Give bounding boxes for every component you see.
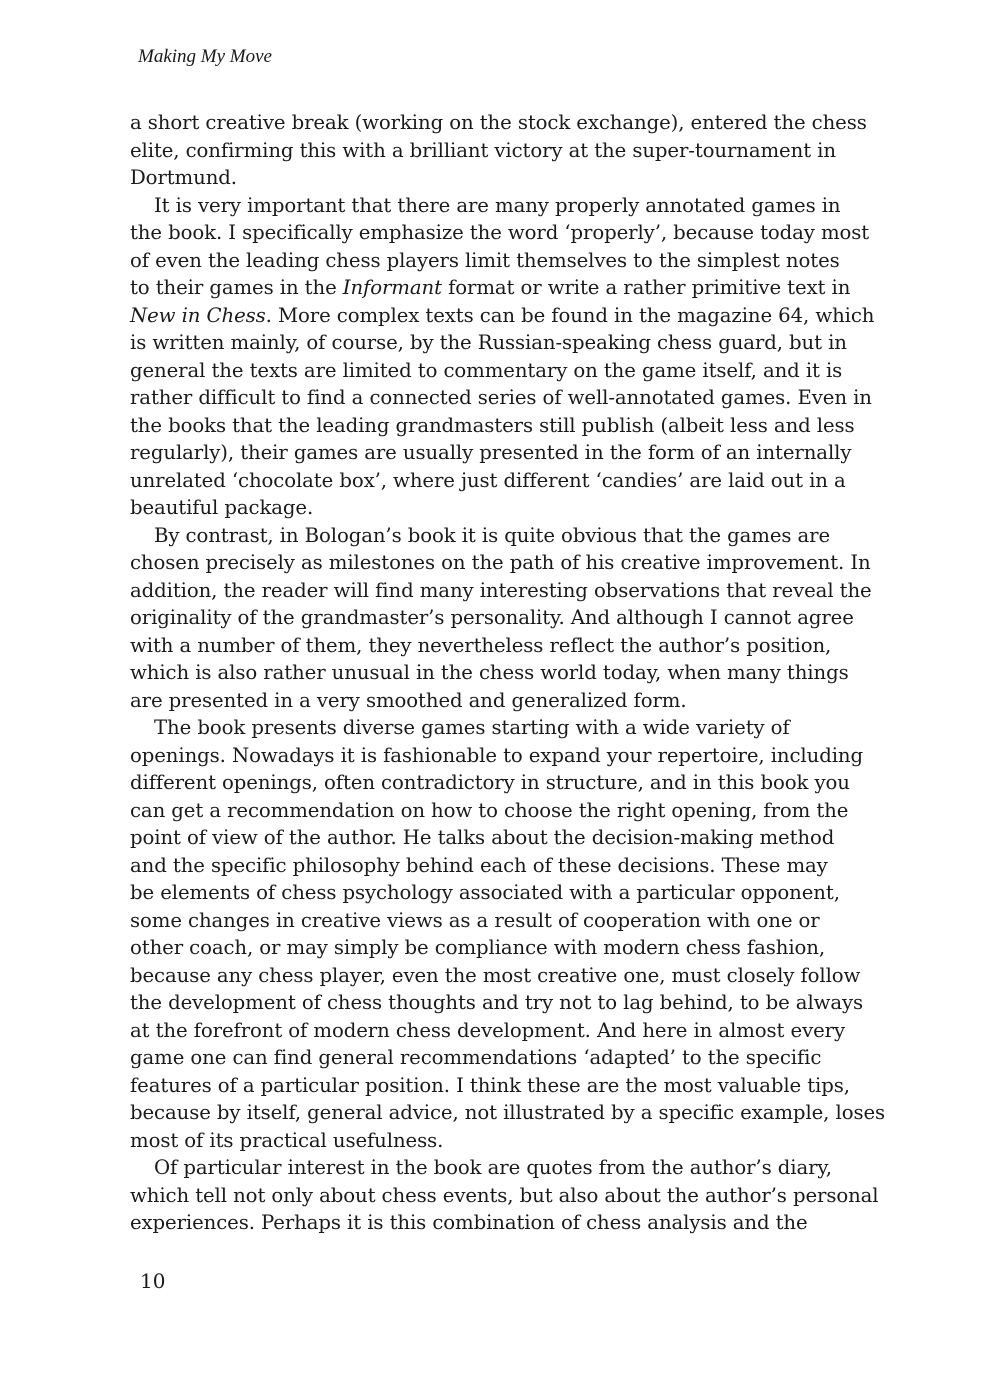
publication-title-new-in-chess: New in Chess bbox=[130, 303, 266, 327]
text-line: be elements of chess psychology associated with a particular opponent, bbox=[130, 881, 840, 904]
text-line: at the forefront of modern chess development. And here in almost every bbox=[130, 1018, 845, 1042]
text-line: game one can find general recommendations ‘adapted’ to the specific bbox=[130, 1046, 822, 1069]
text-line: most of its practical usefulness. bbox=[130, 1128, 444, 1152]
text-line: beautiful package. bbox=[130, 496, 314, 519]
text-line: general the texts are limited to commentary on the game itself, and it is bbox=[130, 358, 843, 382]
text-line: elite, confirming this with a brilliant victory at the super-tournament in bbox=[130, 138, 836, 162]
text-line bbox=[130, 274, 865, 302]
text-line: Dortmund. bbox=[130, 166, 237, 189]
text-line: point of view of the author. He talks about the decision-making method bbox=[130, 826, 835, 849]
text-line: because by itself, general advice, not illustrated by a specific example, loses bbox=[130, 1101, 886, 1124]
text-line: some changes in creative views as a result of cooperation with one or bbox=[130, 908, 820, 932]
publication-title-informant: Informant bbox=[342, 276, 442, 299]
body-text bbox=[130, 109, 886, 1237]
text-line: and the specific philosophy behind each of these decisions. These may bbox=[130, 853, 828, 877]
text-line: openings. Nowadays it is fashionable to expand your repertoire, including bbox=[130, 743, 863, 767]
text-line: rather difficult to find a connected series of well-annotated games. Even in bbox=[130, 386, 872, 409]
text-line: which tell not only about chess events, but also about the author’s personal bbox=[130, 1183, 879, 1207]
text-line: the books that the leading grandmasters still publish (albeit less and less bbox=[130, 413, 855, 437]
text-line bbox=[130, 302, 875, 330]
text-line: By contrast, in Bologan’s book it is quite obvious that the games are bbox=[154, 523, 831, 547]
text-line: of even the leading chess players limit themselves to the simplest notes bbox=[130, 248, 840, 272]
text-line: is written mainly, of course, by the Russian-speaking chess guard, but in bbox=[130, 331, 847, 354]
text-line: a short creative break (working on the stock exchange), entered the chess bbox=[130, 111, 867, 134]
text-line: unrelated ‘chocolate box’, where just different ‘candies’ are laid out in a bbox=[130, 468, 846, 492]
text-run: . More complex texts can be found in the magazine 64, which bbox=[265, 303, 875, 327]
text-line: which is also rather unusual in the chess world today, when many things bbox=[130, 661, 849, 684]
running-head: Making My Move bbox=[138, 46, 272, 67]
text-run: to their games in the bbox=[130, 276, 343, 299]
page-number: 10 bbox=[140, 1269, 166, 1293]
text-line: features of a particular position. I think these are the most valuable tips, bbox=[130, 1073, 850, 1097]
text-line: chosen precisely as milestones on the path of his creative improvement. In bbox=[130, 551, 871, 574]
text-line: can get a recommendation on how to choose the right opening, from the bbox=[130, 798, 849, 822]
text-line: different openings, often contradictory in structure, and in this book you bbox=[130, 771, 850, 794]
text-line: It is very important that there are many properly annotated games in bbox=[154, 193, 841, 217]
text-line: experiences. Perhaps it is this combination of chess analysis and the bbox=[130, 1211, 808, 1234]
text-run: format or write a rather primitive text in bbox=[441, 276, 851, 299]
text-line: originality of the grandmaster’s personality. And although I cannot agree bbox=[130, 606, 854, 629]
text-line: other coach, or may simply be compliance with modern chess fashion, bbox=[130, 936, 826, 959]
text-line: with a number of them, they nevertheless reflect the author’s position, bbox=[130, 633, 832, 657]
text-line: addition, the reader will find many interesting observations that reveal the bbox=[130, 578, 872, 602]
text-line: are presented in a very smoothed and generalized form. bbox=[130, 688, 687, 712]
text-line: the development of chess thoughts and try not to lag behind, to be always bbox=[130, 991, 864, 1014]
text-line: Of particular interest in the book are quotes from the author’s diary, bbox=[154, 1156, 832, 1179]
text-line: the book. I specifically emphasize the word ‘properly’, because today most bbox=[130, 221, 870, 244]
text-line: because any chess player, even the most creative one, must closely follow bbox=[130, 963, 861, 987]
text-line: regularly), their games are usually presented in the form of an internally bbox=[130, 441, 852, 464]
text-line: The book presents diverse games starting with a wide variety of bbox=[154, 716, 790, 739]
